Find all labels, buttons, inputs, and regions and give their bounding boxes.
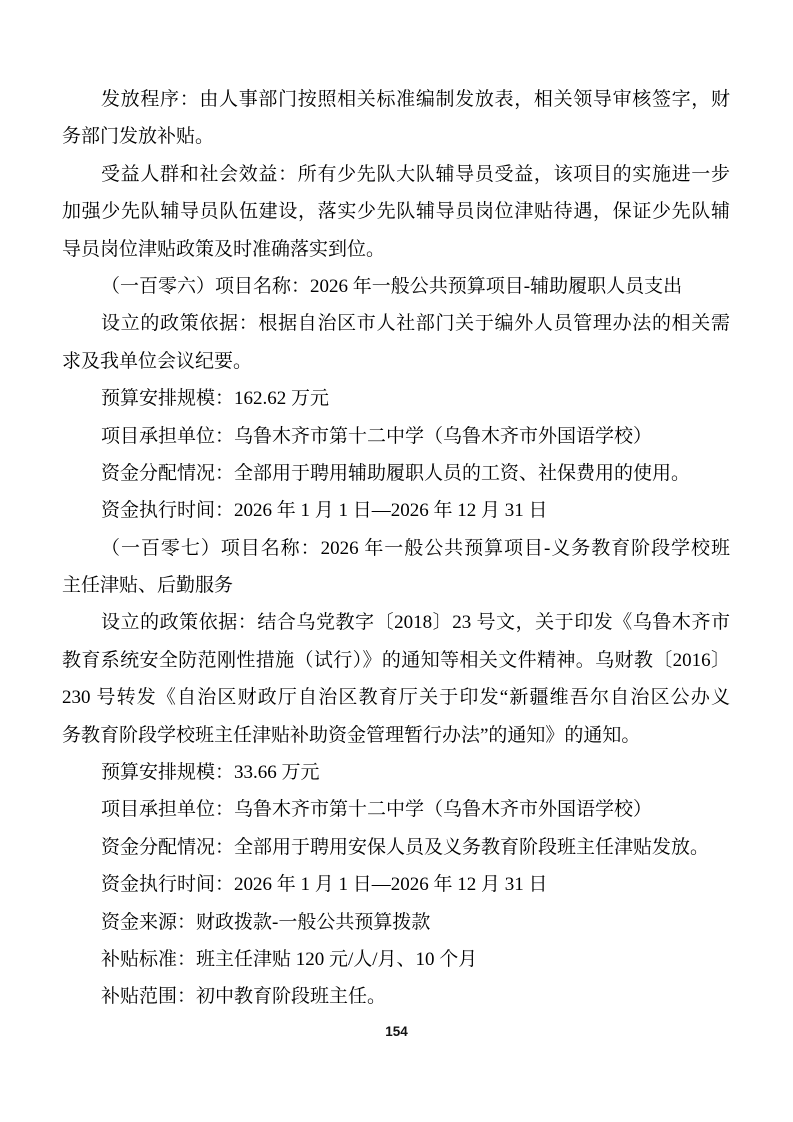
text-line: （一百零七）项目名称：2026 年一般公共预算项目-义务教育阶段学校班 xyxy=(101,537,730,559)
paragraph xyxy=(62,866,730,903)
text-line: 加强少先队辅导员队伍建设，落实少先队辅导员岗位津贴待遇，保证少先队辅 xyxy=(62,201,730,223)
text-line: 资金分配情况：全部用于聘用安保人员及义务教育阶段班主任津贴发放。 xyxy=(101,836,710,858)
text-line: 补贴范围：初中教育阶段班主任。 xyxy=(101,986,387,1008)
text-line: 资金分配情况：全部用于聘用辅助履职人员的工资、社保费用的使用。 xyxy=(101,462,691,484)
text-line: （一百零六）项目名称：2026 年一般公共预算项目-辅助履职人员支出 xyxy=(101,275,683,297)
paragraph xyxy=(62,418,730,455)
paragraph xyxy=(62,978,730,1015)
text-line: 求及我单位会议纪要。 xyxy=(62,350,253,372)
text-line: 预算安排规模：162.62 万元 xyxy=(101,388,330,410)
text-line: 资金执行时间：2026 年 1 月 1 日—2026 年 12 月 31 日 xyxy=(101,874,548,896)
text-line: 资金来源：财政拨款-一般公共预算拨款 xyxy=(101,911,431,933)
text-line: 发放程序：由人事部门按照相关标准编制发放表，相关领导审核签字，财 xyxy=(101,89,730,110)
paragraph xyxy=(62,754,730,791)
paragraph xyxy=(62,81,730,156)
text-line: 补贴标准：班主任津贴 120 元/人/月、10 个月 xyxy=(101,948,478,970)
text-line: 设立的政策依据：根据自治区市人社部门关于编外人员管理办法的相关需 xyxy=(101,313,730,335)
text-line: 主任津贴、后勤服务 xyxy=(62,575,234,597)
text-line: 项目承担单位：乌鲁木齐市第十二中学（乌鲁木齐市外国语学校） xyxy=(101,799,653,821)
text-line: 教育系统安全防范刚性措施（试行）》的通知等相关文件精神。乌财教〔2016〕 xyxy=(62,649,730,671)
paragraph xyxy=(62,941,730,978)
text-line: 资金执行时间：2026 年 1 月 1 日—2026 年 12 月 31 日 xyxy=(101,500,548,522)
paragraph xyxy=(62,268,730,305)
text-line: 导员岗位津贴政策及时准确落实到位。 xyxy=(62,238,386,260)
paragraph xyxy=(62,530,730,605)
page-content xyxy=(62,81,730,1016)
paragraph xyxy=(62,829,730,866)
paragraph xyxy=(62,380,730,417)
text-line: 项目承担单位：乌鲁木齐市第十二中学（乌鲁木齐市外国语学校） xyxy=(101,425,653,447)
text-line: 务部门发放补贴。 xyxy=(62,126,215,148)
text-line: 预算安排规模：33.66 万元 xyxy=(101,762,320,784)
paragraph xyxy=(62,156,730,268)
paragraph xyxy=(62,305,730,380)
text-line: 设立的政策依据：结合乌党教字〔2018〕23 号文，关于印发《乌鲁木齐市 xyxy=(101,612,730,634)
text-line: 受益人群和社会效益：所有少先队大队辅导员受益，该项目的实施进一步 xyxy=(101,163,730,185)
paragraph xyxy=(62,604,730,754)
text-line: 230 号转发《自治区财政厅自治区教育厅关于印发“新疆维吾尔自治区公办义 xyxy=(62,687,730,709)
paragraph xyxy=(62,904,730,941)
paragraph xyxy=(62,455,730,492)
paragraph xyxy=(62,492,730,529)
page-number: 154 xyxy=(385,1024,408,1039)
paragraph xyxy=(62,791,730,828)
text-line: 务教育阶段学校班主任津贴补助资金管理暂行办法”的通知》的通知。 xyxy=(62,724,641,746)
